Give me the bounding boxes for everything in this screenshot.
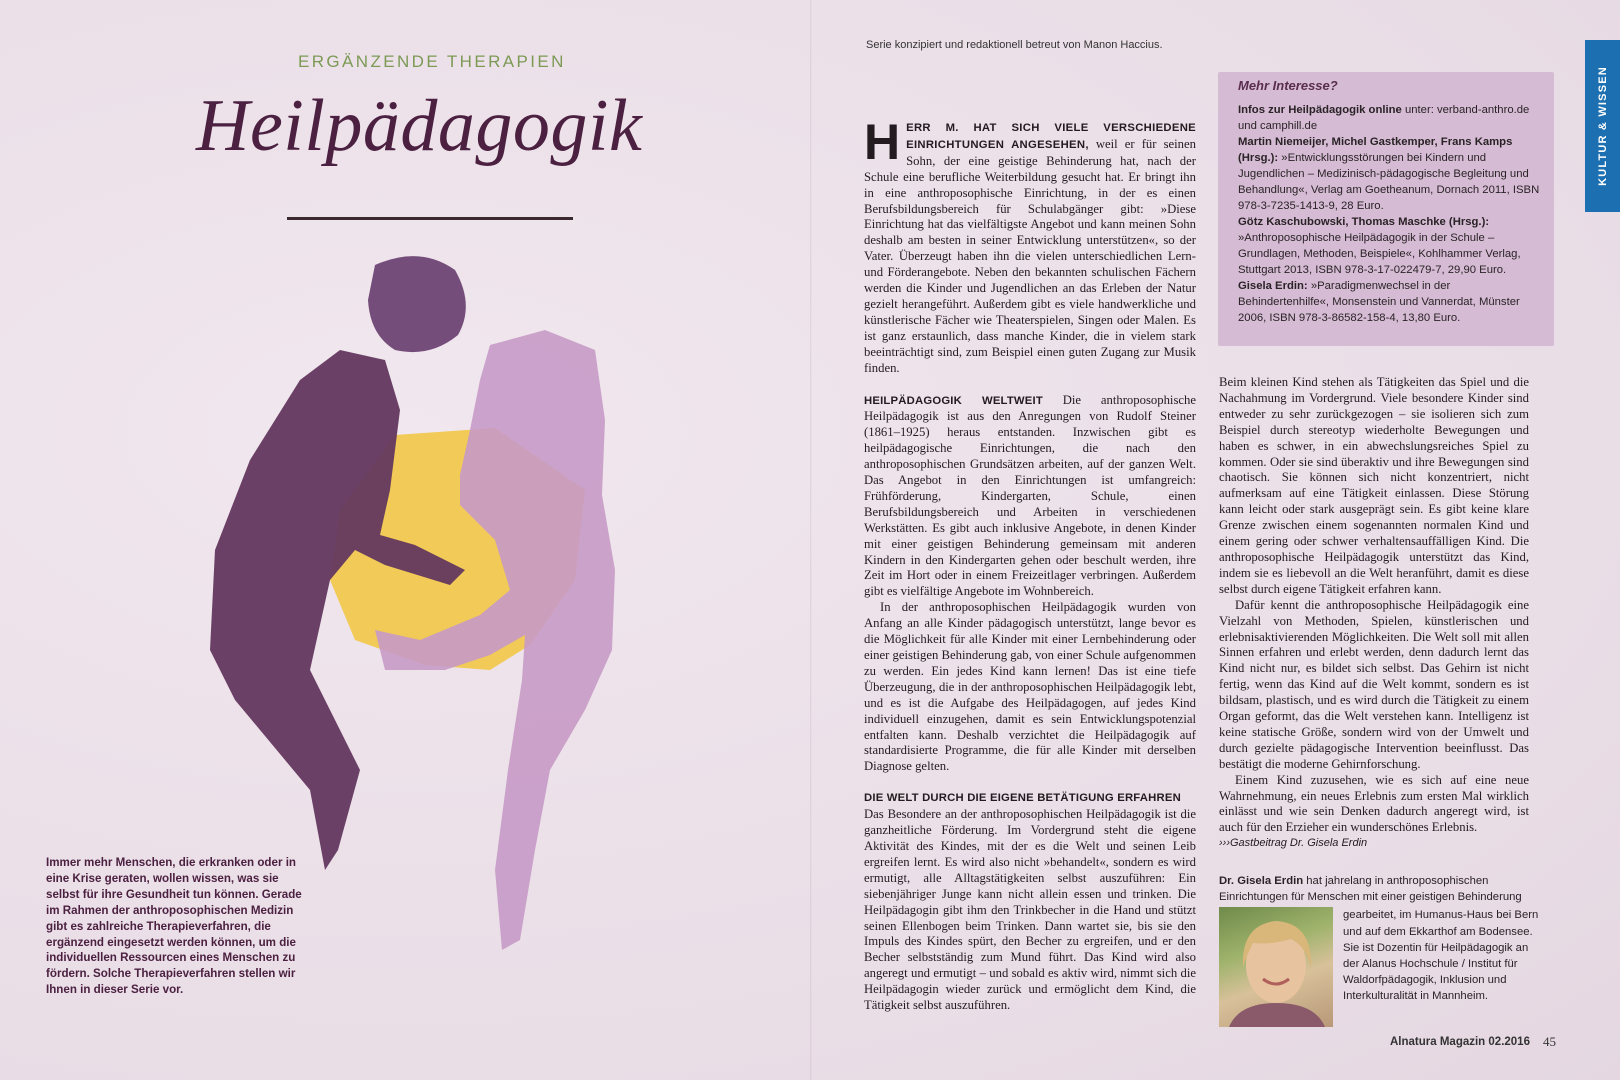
paragraph: In der anthroposophischen Heilpädagogik wurden von Anfang an alle Kinder pädagogisch unterstützt, lange bevor es die Möglichkeit für alle Kinder mit einer Lernbehinderung oder einer geistigen Behinderung gab, von einer Schule aufgenommen zu werden. Ein jedes Kind kann lernen! Das ist eine tiefe Überzeugung, die in der anthroposophischen Heilpädagogik lebt, und es ist die Aufgabe des Heilpädagogen, auf jedes Kind individuell einzugehen, damit es sein Entwicklungspotenzial entfalten kann. Deshalb verzichtet die Heilpädagogik auf standardisierte Programme, die für alle Kinder mit derselben Diagnose gelten. xyxy=(864,600,1196,774)
series-kicker: ERGÄNZENDE THERAPIEN xyxy=(298,52,566,71)
drop-cap: H xyxy=(864,114,901,170)
head-shape xyxy=(368,256,466,352)
paragraph: Dafür kennt die anthroposophische Heilpädagogik eine Vielzahl von Methoden, Spielen, künstlerischen und erlebnisaktivierenden Möglichkeiten. Die Welt soll mit allen Sinnen erfahren und erlebt werden, denn dadurch lernt das Kind nicht nur, es bildet sich selbst. Das Gehirn ist nicht fertig, wenn das Kind auf die Welt kommt, sondern es ist bildsam, plastisch, und es wird durch die Tätigkeit zu einem Organ geformt, das die Welt verstehen kann. Intelligenz ist keine statische Größe, sondern wird von der Umwelt und durch gezielte pädagogische Intervention beeinflusst. Das bestätigt die moderne Gehirnforschung. xyxy=(1219,597,1529,771)
title-rule xyxy=(287,217,573,220)
paragraph: Beim kleinen Kind stehen als Tätigkeiten das Spiel und die Nachahmung im Vordergrund. Viele besondere Kinder sind entweder zu sehr zurückgezogen – sie isolieren sich zum Beispiel durch stereotyp wiederholte Bewegungen und haben es schwer, in ein abwechslungsreiches Spiel zu kommen. Oder sie sind überaktiv und ihre Bewegungen sind chaotisch. Sie können sich nicht konzentriert, nicht aufmerksam auf eine Tätigkeit einlassen. Diese Störung kann leicht oder stark ausgeprägt sein. Es gibt keine klare Grenze zwischen einem sogenannten normalen Kind und einem gering oder schwer verhaltensauffälligen Kind. Die anthroposophische Heilpädagogik unterstützt das Kind, indem sie es liebevoll an die Welt heranführt, damit es diese selbst durch eigene Tätigkeit erfahren kann. xyxy=(1219,375,1529,596)
info-entry: Martin Niemeijer, Michel Gastkemper, Frans Kamps (Hrsg.): »Entwicklungsstörungen bei Kindern und Jugendlichen – Medizinisch-pädagogische Begleitung und Behandlung«, Verlag am Goetheanum, Dornach 2011, ISBN 978-3-7235-1413-9, 28 Euro. xyxy=(1238,136,1540,212)
footer-magazine: Alnatura Magazin 02.2016 xyxy=(1390,1036,1530,1048)
right-body-shape xyxy=(375,330,615,950)
info-entry: Götz Kaschubowski, Thomas Maschke (Hrsg.): »Anthroposophische Heilpädagogik in der Schule – Grundlagen, Methoden, Beispiele«, Kohlhammer Verlag, Stuttgart 2013, ISBN 978-3-17-022479-7, 29,90 Euro. xyxy=(1238,216,1521,276)
author-photo xyxy=(1219,907,1333,1027)
info-box-heading: Mehr Interesse? xyxy=(1238,78,1338,93)
section-tab-label: KULTUR & WISSEN xyxy=(1596,66,1609,186)
author-box xyxy=(1219,873,1547,1027)
article-column-1 xyxy=(864,114,1196,1014)
info-entry: Gisela Erdin: »Paradigmenwechsel in der Behindertenhilfe«, Monsenstein und Vannerdat, Münster 2006, ISBN 978-3-86582-158-4, 13,80 Euro. xyxy=(1238,280,1520,324)
author-bio-side: gearbeitet, im Humanus-Haus bei Bern und auf dem Ekkarthof am Bodensee. Sie ist Dozentin für Heilpädagogik an der Alanus Hochschule / Institut für Waldorfpädagogik, Inklusion und Interkulturalität in Mannheim. xyxy=(1343,909,1539,1003)
info-entry: Infos zur Heilpädagogik online unter: verband-anthro.de und camphill.de xyxy=(1238,104,1530,132)
subhead: HEILPÄDAGOGIK WELTWEIT xyxy=(864,394,1043,407)
lead-caps: ERR M. HAT SICH VIELE VERSCHIEDENE EINRICHTUNGEN ANGESEHEN, xyxy=(906,122,1196,151)
paragraph: Die anthroposophische Heilpädagogik ist aus den Anregungen von Rudolf Steiner (1861–1925) heraus entstanden. Inzwischen gibt es heilpädagogische Einrichtungen, die nach den anthroposophischen Grundsätzen arbeiten, auf der ganzen Welt. Das Angebot in den Einrichtungen ist umfangreich: Frühförderung, Kindergarten, Schule, einen Berufsbildungsbereich und Arbeiten in verschiedenen Werkstätten. Es gibt auch inklusive Angebote, in denen Kinder mit einer geistigen Behinderung gemeinsam mit anderen Kindern in den Kindergarten gehen oder beschult werden, ihre Zeit im Hort oder in einem Freizeitlager verbringen. Außerdem gibt es vielfältige Angebote im Wohnbereich. xyxy=(864,392,1196,599)
paragraph: Das Besondere an der anthroposophischen Heilpädagogik ist die ganzheitliche Förderung. Im Vordergrund steht die eigene Aktivität des Kindes, mit der es die Welt und seinen Leib ergreifen lernt. Es wird also nicht »behandelt«, sondern es wird ermutigt, alle Alltagstätigkeiten selbst auszuführen: Ein siebenjähriger Junge kann nicht allein essen und trinken. Die Heilpädagogin gibt ihm den Trinkbecher in die Hand und stützt seinen Ellenbogen beim Trinken. Dann wartet sie, bis sie den Impuls des Kindes spürt, den Becher zu ergreifen, und er den Becher selbstständig zum Mund führt. Das Kind wird also angeregt und ermutigt – und sobald es aktiv wird, nimmt sich die Heilpädagogin wieder zurück und ermöglicht dem Kind, die Tätigkeit selbst auszuführen. xyxy=(864,807,1196,1013)
page-fold xyxy=(810,0,812,1080)
article-credit: ›››Gastbeitrag Dr. Gisela Erdin xyxy=(1219,837,1368,850)
series-credit-line: Serie konzipiert und redaktionell betreut von Manon Haccius. xyxy=(866,39,1163,51)
intro-text: Immer mehr Menschen, die erkranken oder in eine Krise geraten, wollen wissen, was sie selbst für ihre Gesundheit tun können. Gerade im Rahmen der anthroposophischen Medizin gibt es zahlreiche Therapieverfahren, die ergänzend eingesetzt werden können, um die individuellen Ressourcen eines Menschen zu fördern. Solche Therapieverfahren stellen wir Ihnen in dieser Serie vor. xyxy=(46,856,302,997)
subhead: DIE WELT DURCH DIE EIGENE BETÄTIGUNG ERFAHREN xyxy=(864,792,1181,805)
page-number: 45 xyxy=(1543,1034,1556,1049)
article-title: Heilpädagogik xyxy=(196,85,643,167)
author-bio-top: Dr. Gisela Erdin hat jahrelang in anthroposophischen Einrichtungen für Menschen mit einer geistigen Behinderung xyxy=(1219,875,1522,904)
article-column-2 xyxy=(1219,375,1529,852)
paragraph: weil er für seinen Sohn, der eine geistige Behinderung hat, nach der Schule eine berufliche Weiterbildung gesucht hat. Er bringt ihn in eine anthroposophische Einrichtung, in der es einen Berufsbildungsbereich für Schulabgänger gibt: »Diese Einrichtung hat das vielfältigste Angebot und kann meinen Sohn deshalb am besten in seiner Entwicklung unterstützen«, so der Vater. Überzeugt haben ihn die vielen unterschiedlichen Lern- und Förderangebote. Neben den bekannten schulischen Fächern werden die Kinder und Jugendlichen an das Erleben der Natur gezielt herangeführt. Außerdem gibt es viele handwerkliche und künstlerische Fächer wie Theaterspielen, Singen oder Malen. Es ist ganz erstaunlich, dass manche Kinder, die in vielem stark beeinträchtigt sind, zum Beispiel einen guten Zugang zur Musik finden. xyxy=(864,136,1196,375)
info-box-body xyxy=(1238,102,1542,326)
paragraph: Einem Kind zuzusehen, wie es sich auf eine neue Wahrnehmung, ein neues Erlebnis zum ersten Mal wirklich einlässt und wie sein Denken dadurch angeregt wird, ist auch für den Erzieher ein wunderschönes Erlebnis. xyxy=(1219,772,1529,835)
